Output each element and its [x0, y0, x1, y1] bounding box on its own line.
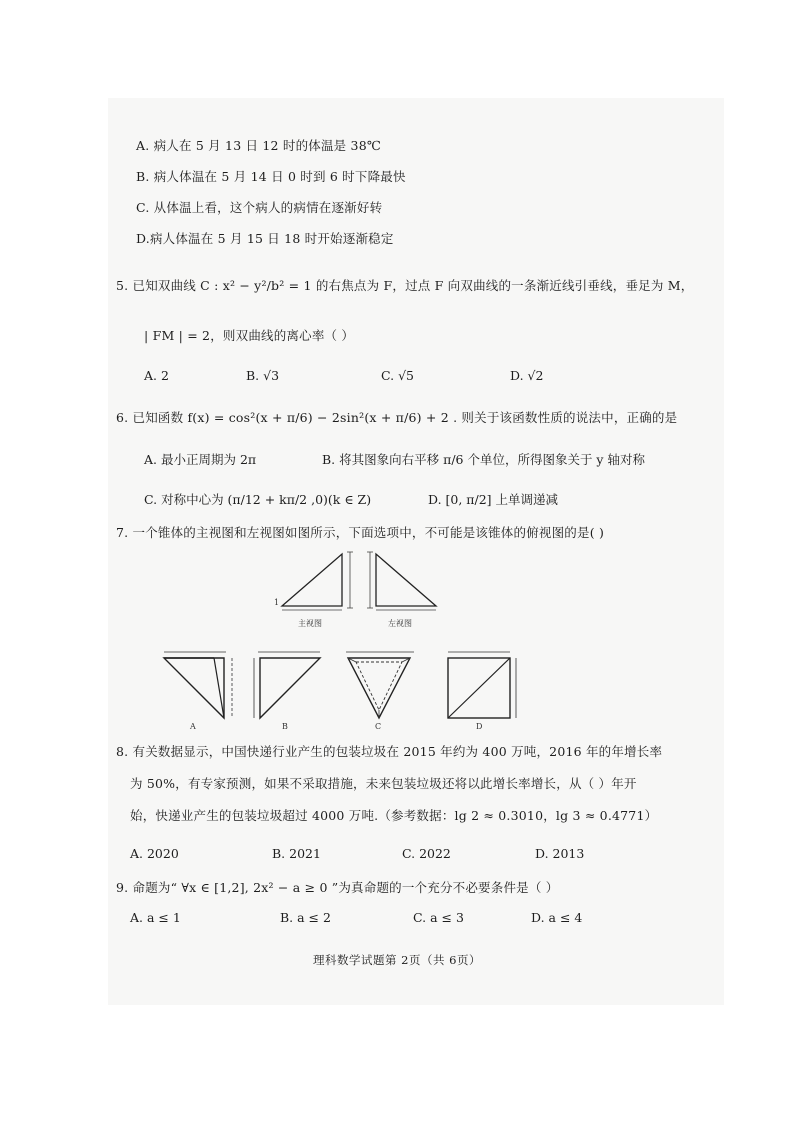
page-footer: 理科数学试题第 2页（共 6页） [313, 953, 481, 967]
choice-c-label: C [375, 722, 382, 731]
choice-b-label: B [282, 722, 288, 731]
choice-d-figure [444, 648, 524, 722]
q5-stem: 5. 已知双曲线 C : x² − y²/b² = 1 的右焦点为 F，过点 F 向双曲线的一条渐近线引垂线，垂足为 M， [116, 278, 694, 293]
side-view-figure [366, 548, 446, 612]
q8-option-b: B. 2021 [272, 846, 321, 861]
q4-option-a: A. 病人在 5 月 13 日 12 时的体温是 38℃ [136, 138, 382, 153]
q5-stem-cont: | FM | = 2，则双曲线的离心率（ ） [144, 328, 355, 343]
q4-option-b: B. 病人体温在 5 月 14 日 0 时到 6 时下降最快 [136, 169, 406, 184]
q9-stem: 9. 命题为“ ∀x ∈ [1,2], 2x² − a ≥ 0 ”为真命题的一个充分不必要条件是（ ） [116, 880, 559, 895]
q6-stem: 6. 已知函数 f(x) = cos²(x + π/6) − 2sin²(x + π/6) + 2 . 则关于该函数性质的说法中，正确的是 [116, 410, 678, 425]
q4-option-c: C. 从体温上看，这个病人的病情在逐渐好转 [136, 200, 383, 215]
q9-option-d: D. a ≤ 4 [531, 910, 583, 925]
q5-option-d: D. √2 [510, 368, 544, 383]
q7-stem: 7. 一个锥体的主视图和左视图如图所示，下面选项中，不可能是该锥体的俯视图的是( ) [116, 525, 605, 540]
q9-option-b: B. a ≤ 2 [280, 910, 331, 925]
q9-option-c: C. a ≤ 3 [413, 910, 464, 925]
choice-d-label: D [476, 722, 483, 731]
q8-stem-cont2: 始，快递业产生的包装垃圾超过 4000 万吨.（参考数据：lg 2 ≈ 0.3010，lg 3 ≈ 0.4771） [130, 808, 658, 823]
q9-option-a: A. a ≤ 1 [130, 910, 181, 925]
choice-c-figure [344, 648, 424, 722]
q6-option-d: D. [0, π/2] 上单调递减 [428, 492, 559, 507]
q8-stem: 8. 有关数据显示，中国快递行业产生的包装垃圾在 2015 年约为 400 万吨，2016 年的年增长率 [116, 744, 663, 759]
front-view-figure [276, 548, 356, 612]
q6-option-b: B. 将其图象向右平移 π/6 个单位，所得图象关于 y 轴对称 [322, 452, 645, 467]
front-view-label: 主视图 [298, 619, 322, 628]
front-view-dim: 1 [274, 598, 280, 607]
choice-b-figure [252, 648, 332, 722]
q4-option-d: D.病人体温在 5 月 15 日 18 时开始逐渐稳定 [136, 231, 394, 246]
q8-option-c: C. 2022 [402, 846, 451, 861]
choice-a-label: A [190, 722, 196, 731]
side-view-label: 左视图 [388, 619, 412, 628]
choice-a-figure [162, 648, 242, 722]
q8-stem-cont1: 为 50%，有专家预测，如果不采取措施，未来包装垃圾还将以此增长率增长，从（ ）年开 [130, 776, 637, 791]
q5-option-c: C. √5 [381, 368, 414, 383]
q5-option-b: B. √3 [246, 368, 280, 383]
q6-option-a: A. 最小正周期为 2π [144, 452, 257, 467]
q6-option-c: C. 对称中心为 (π/12 + kπ/2 ,0)(k ∈ Z) [144, 492, 372, 507]
q5-option-a: A. 2 [144, 368, 169, 383]
q8-option-a: A. 2020 [130, 846, 179, 861]
q8-option-d: D. 2013 [535, 846, 585, 861]
